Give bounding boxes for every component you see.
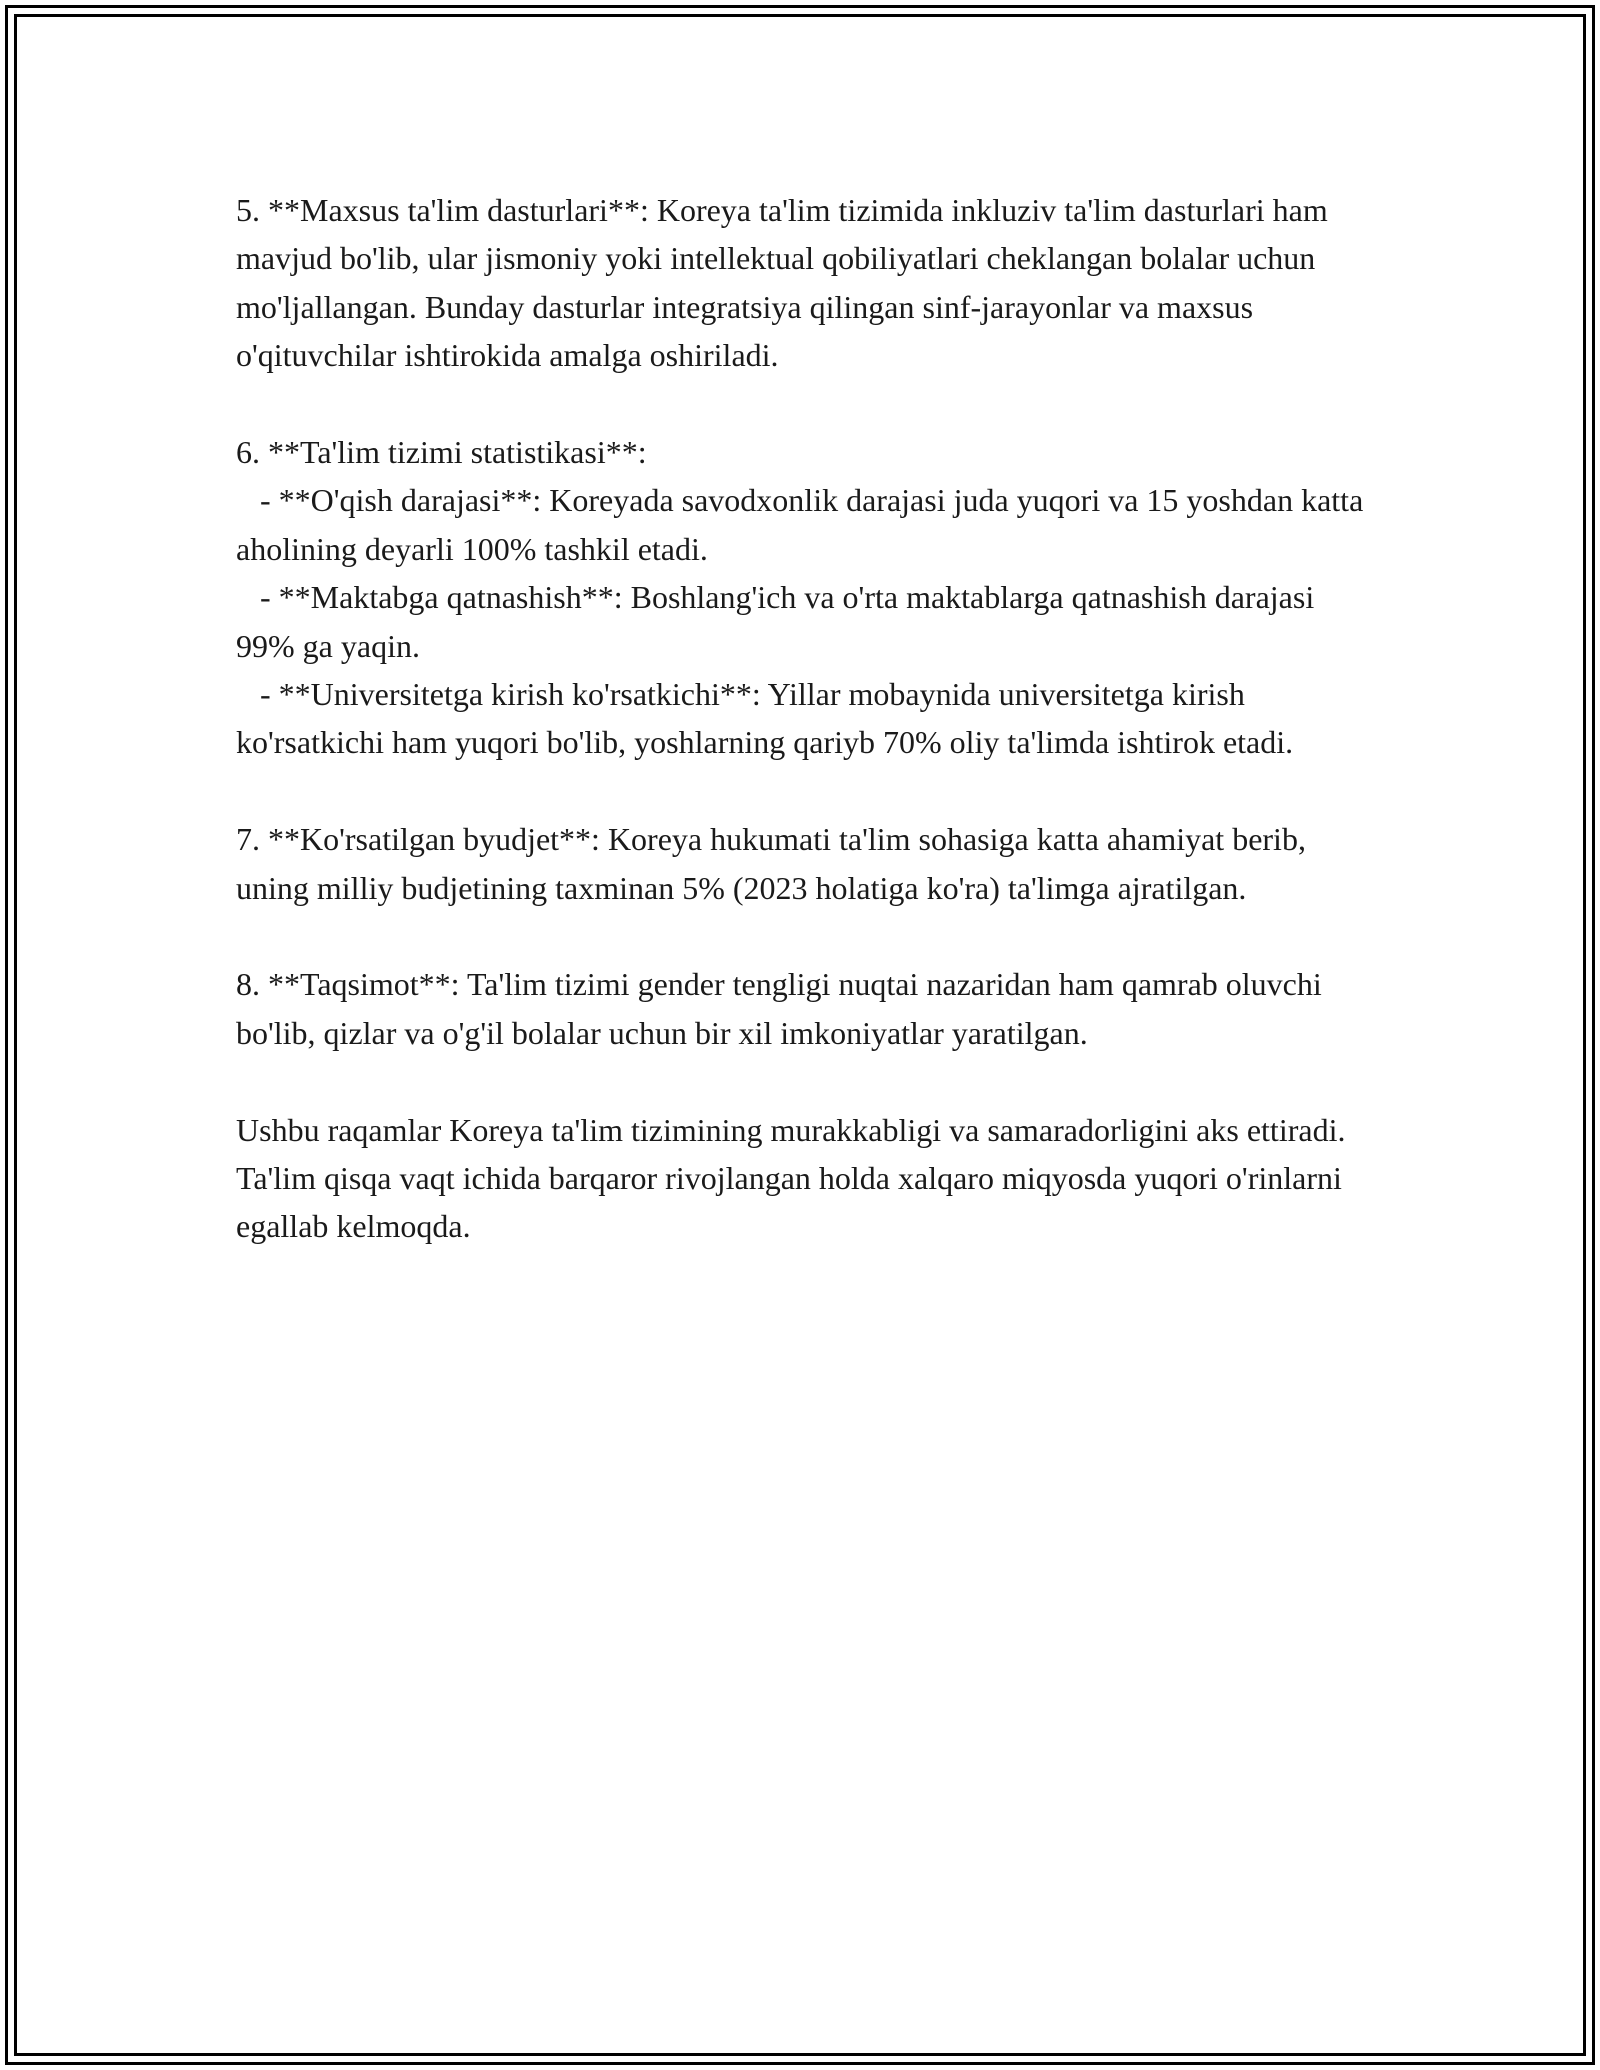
paragraph-section-7: 7. **Ko'rsatilgan byudjet**: Koreya hukumati ta'lim sohasiga katta ahamiyat berib, uning milliy budjetining taxminan 5% (2023 holatiga ko'ra) ta'limga ajratilgan. bbox=[236, 821, 1306, 906]
document-body bbox=[236, 186, 1376, 1251]
paragraph-section-5: 5. **Maxsus ta'lim dasturlari**: Koreya ta'lim tizimida inkluziv ta'lim dasturlari ham mavjud bo'lib, ular jismoniy yoki intellektual qobiliyatlari cheklangan bolalar uchun mo'ljallangan. Bunday dasturlar integratsiya qilingan sinf-jarayonlar va maxsus o'qituvchilar ishtirokida amalga oshiriladi. bbox=[236, 192, 1328, 374]
list-item-university-entry: - **Universitetga kirish ko'rsatkichi**: Yillar mobaynida universitetga kirish ko'rsatkichi ham yuqori bo'lib, yoshlarning qariyb 70% oliy ta'limda ishtirok etadi. bbox=[236, 676, 1294, 761]
paragraph-gap bbox=[236, 912, 1376, 960]
paragraph-gap bbox=[236, 380, 1376, 428]
paragraph-gap bbox=[236, 1057, 1376, 1105]
paragraph-gap bbox=[236, 767, 1376, 815]
paragraph-section-6-heading: 6. **Ta'lim tizimi statistikasi**: bbox=[236, 434, 647, 471]
list-item-literacy: - **O'qish darajasi**: Koreyada savodxonlik darajasi juda yuqori va 15 yoshdan katta aholining deyarli 100% tashkil etadi. bbox=[236, 482, 1372, 567]
paragraph-section-8: 8. **Taqsimot**: Ta'lim tizimi gender tengligi nuqtai nazaridan ham qamrab oluvchi bo'lib, qizlar va o'g'il bolalar uchun bir xil imkoniyatlar yaratilgan. bbox=[236, 966, 1322, 1051]
paragraph-conclusion: Ushbu raqamlar Koreya ta'lim tizimining murakkabligi va samaradorligini aks ettiradi. Ta'lim qisqa vaqt ichida barqaror rivojlangan holda xalqaro miqyosda yuqori o'rinlarni egallab kelmoqda. bbox=[236, 1111, 1346, 1245]
list-item-school-attendance: - **Maktabga qatnashish**: Boshlang'ich va o'rta maktablarga qatnashish darajasi 99% ga yaqin. bbox=[236, 579, 1323, 664]
